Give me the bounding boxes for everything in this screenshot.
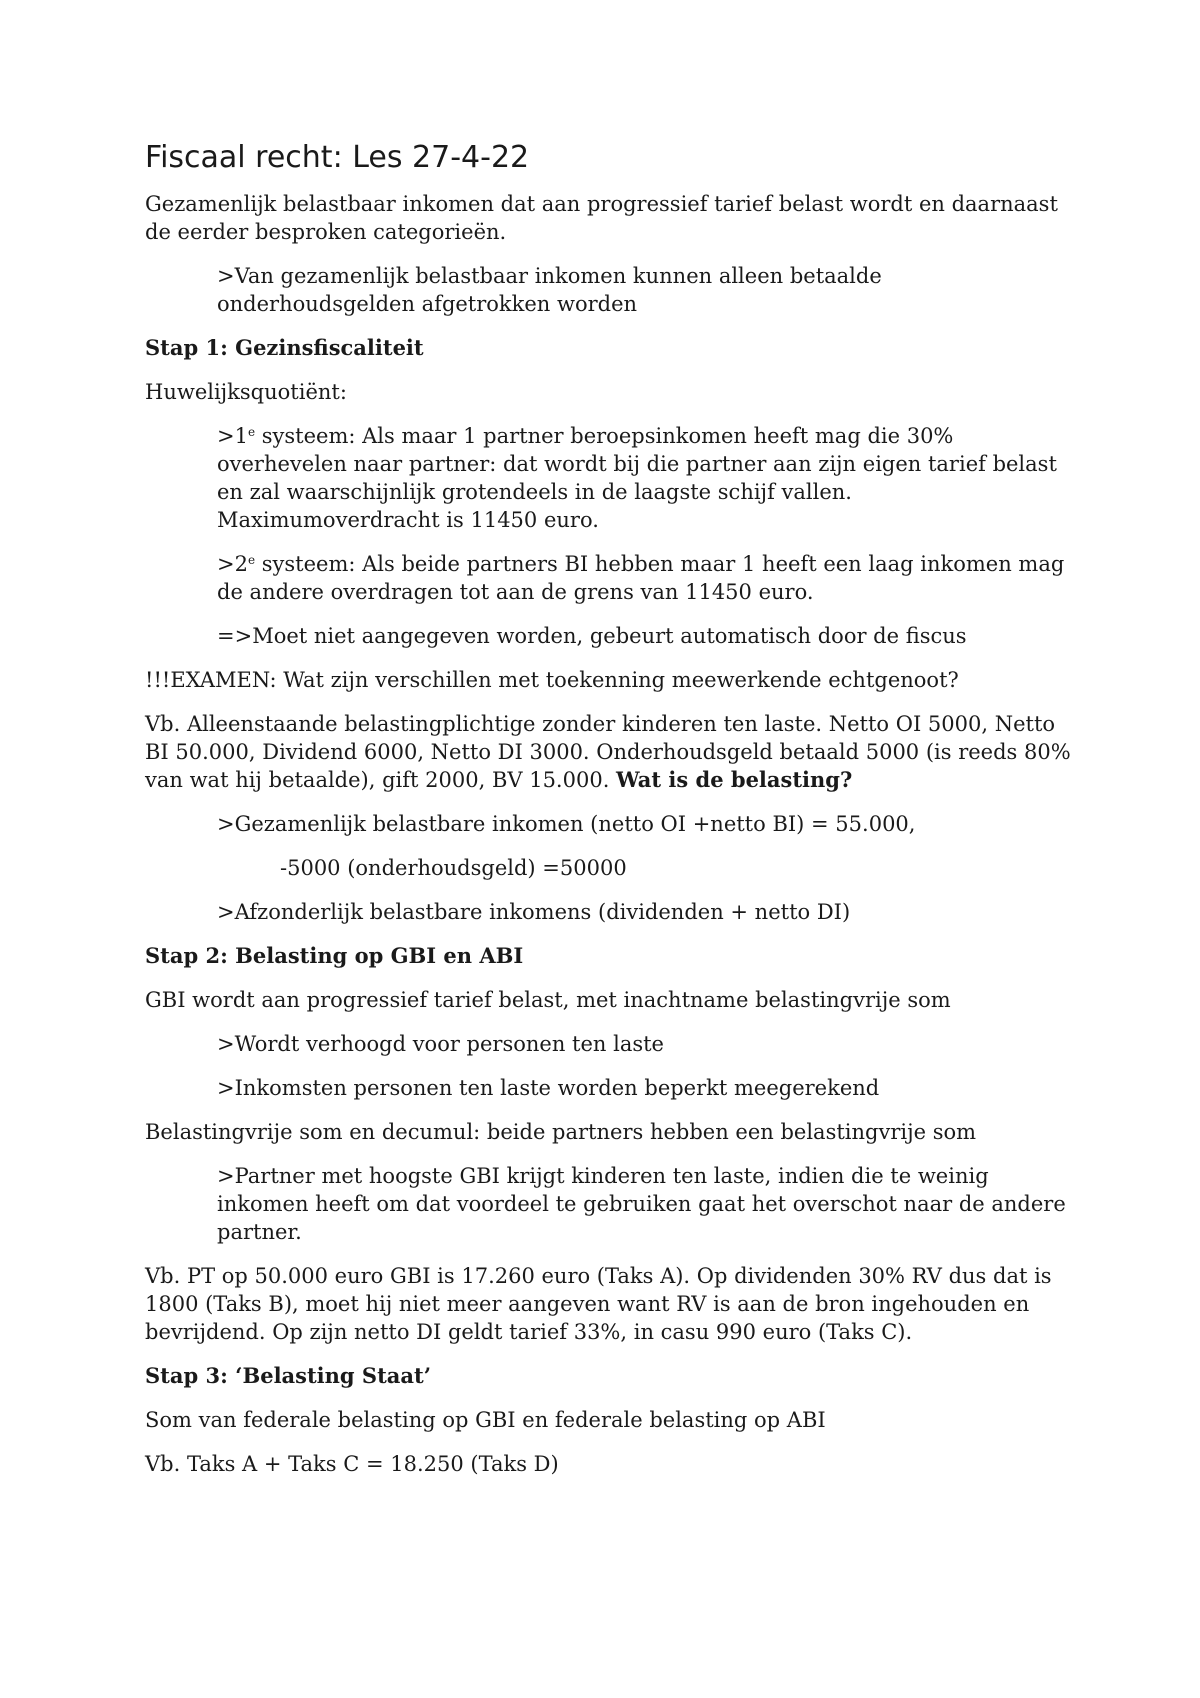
stap2-example: Vb. PT op 50.000 euro GBI is 17.260 euro (Taks A). Op dividenden 30% RV dus dat is 1800 (Taks B), moet hij niet meer aangeven want RV is aan de bron ingehouden en bevrijdend. Op zijn netto DI geldt tarief 33%, in casu 990 euro (Taks C). xyxy=(145,1264,1052,1344)
calc-line-3: >Afzonderlijk belastbare inkomens (dividenden + netto DI) xyxy=(217,900,851,924)
system1-text: systeem: Als maar 1 partner beroepsinkomen heeft mag die 30% overhevelen naar partner: dat wordt bij die partner aan zijn eigen tarief belast en zal waarschijnlijk grotendeels in de laagste schijf vallen. Maximumoverdracht is 11450 euro. xyxy=(217,424,1057,532)
stap2-note-2: >Inkomsten personen ten laste worden beperkt meegerekend xyxy=(217,1076,880,1100)
calc-line-2: -5000 (onderhoudsgeld) =50000 xyxy=(280,856,627,880)
stap3-text: Som van federale belasting op GBI en federale belasting op ABI xyxy=(145,1408,826,1432)
calc-line-1: >Gezamenlijk belastbare inkomen (netto OI +netto BI) = 55.000, xyxy=(217,812,916,836)
decumul-paragraph: Belastingvrije som en decumul: beide partners hebben een belastingvrije som xyxy=(145,1120,977,1144)
exam-note: !!!EXAMEN: Wat zijn verschillen met toekenning meewerkende echtgenoot? xyxy=(145,668,959,692)
system2-text: systeem: Als beide partners BI hebben maar 1 heeft een laag inkomen mag de andere overdragen tot aan de grens van 11450 euro. xyxy=(217,552,1065,604)
stap2-heading: Stap 2: Belasting op GBI en ABI xyxy=(145,943,524,968)
example-question: Wat is de belasting? xyxy=(616,767,853,792)
stap3-heading: Stap 3: ‘Belasting Staat’ xyxy=(145,1363,432,1388)
partner-note: >Partner met hoogste GBI krijgt kinderen ten laste, indien die te weinig inkomen heeft om dat voordeel te gebruiken gaat het overschot naar de andere partner. xyxy=(217,1164,1066,1244)
intro-paragraph: Gezamenlijk belastbaar inkomen dat aan progressief tarief belast wordt en daarnaast de eerder besproken categorieën. xyxy=(145,192,1058,244)
document-page xyxy=(145,138,1075,1494)
intro-note: >Van gezamenlijk belastbaar inkomen kunnen alleen betaalde onderhoudsgelden afgetrokken worden xyxy=(217,264,882,316)
stap2-note-1: >Wordt verhoogd voor personen ten laste xyxy=(217,1032,664,1056)
page-title: Fiscaal recht: Les 27-4-22 xyxy=(145,140,530,175)
system1-prefix: >1 xyxy=(217,424,248,448)
stap1-label: Huwelijksquotiënt: xyxy=(145,380,347,404)
stap3-example: Vb. Taks A + Taks C = 18.250 (Taks D) xyxy=(145,1452,559,1476)
example-text: Vb. Alleenstaande belastingplichtige zonder kinderen ten laste. Netto OI 5000, Netto BI 50.000, Dividend 6000, Netto DI 3000. Onderhoudsgeld betaald 5000 (is reeds 80% van wat hij betaalde), gift 2000, BV 15.000. xyxy=(145,712,1071,792)
stap1-heading: Stap 1: Gezinsfiscaliteit xyxy=(145,335,424,360)
stap2-text: GBI wordt aan progressief tarief belast, met inachtname belastingvrije som xyxy=(145,988,951,1012)
system1-paragraph xyxy=(217,422,1075,534)
system2-paragraph xyxy=(217,550,1075,606)
example-paragraph xyxy=(145,710,1075,794)
system2-prefix: >2 xyxy=(217,552,248,576)
system2-sup: e xyxy=(247,553,256,567)
auto-note: =>Moet niet aangegeven worden, gebeurt automatisch door de fiscus xyxy=(217,624,967,648)
system1-sup: e xyxy=(247,425,256,439)
